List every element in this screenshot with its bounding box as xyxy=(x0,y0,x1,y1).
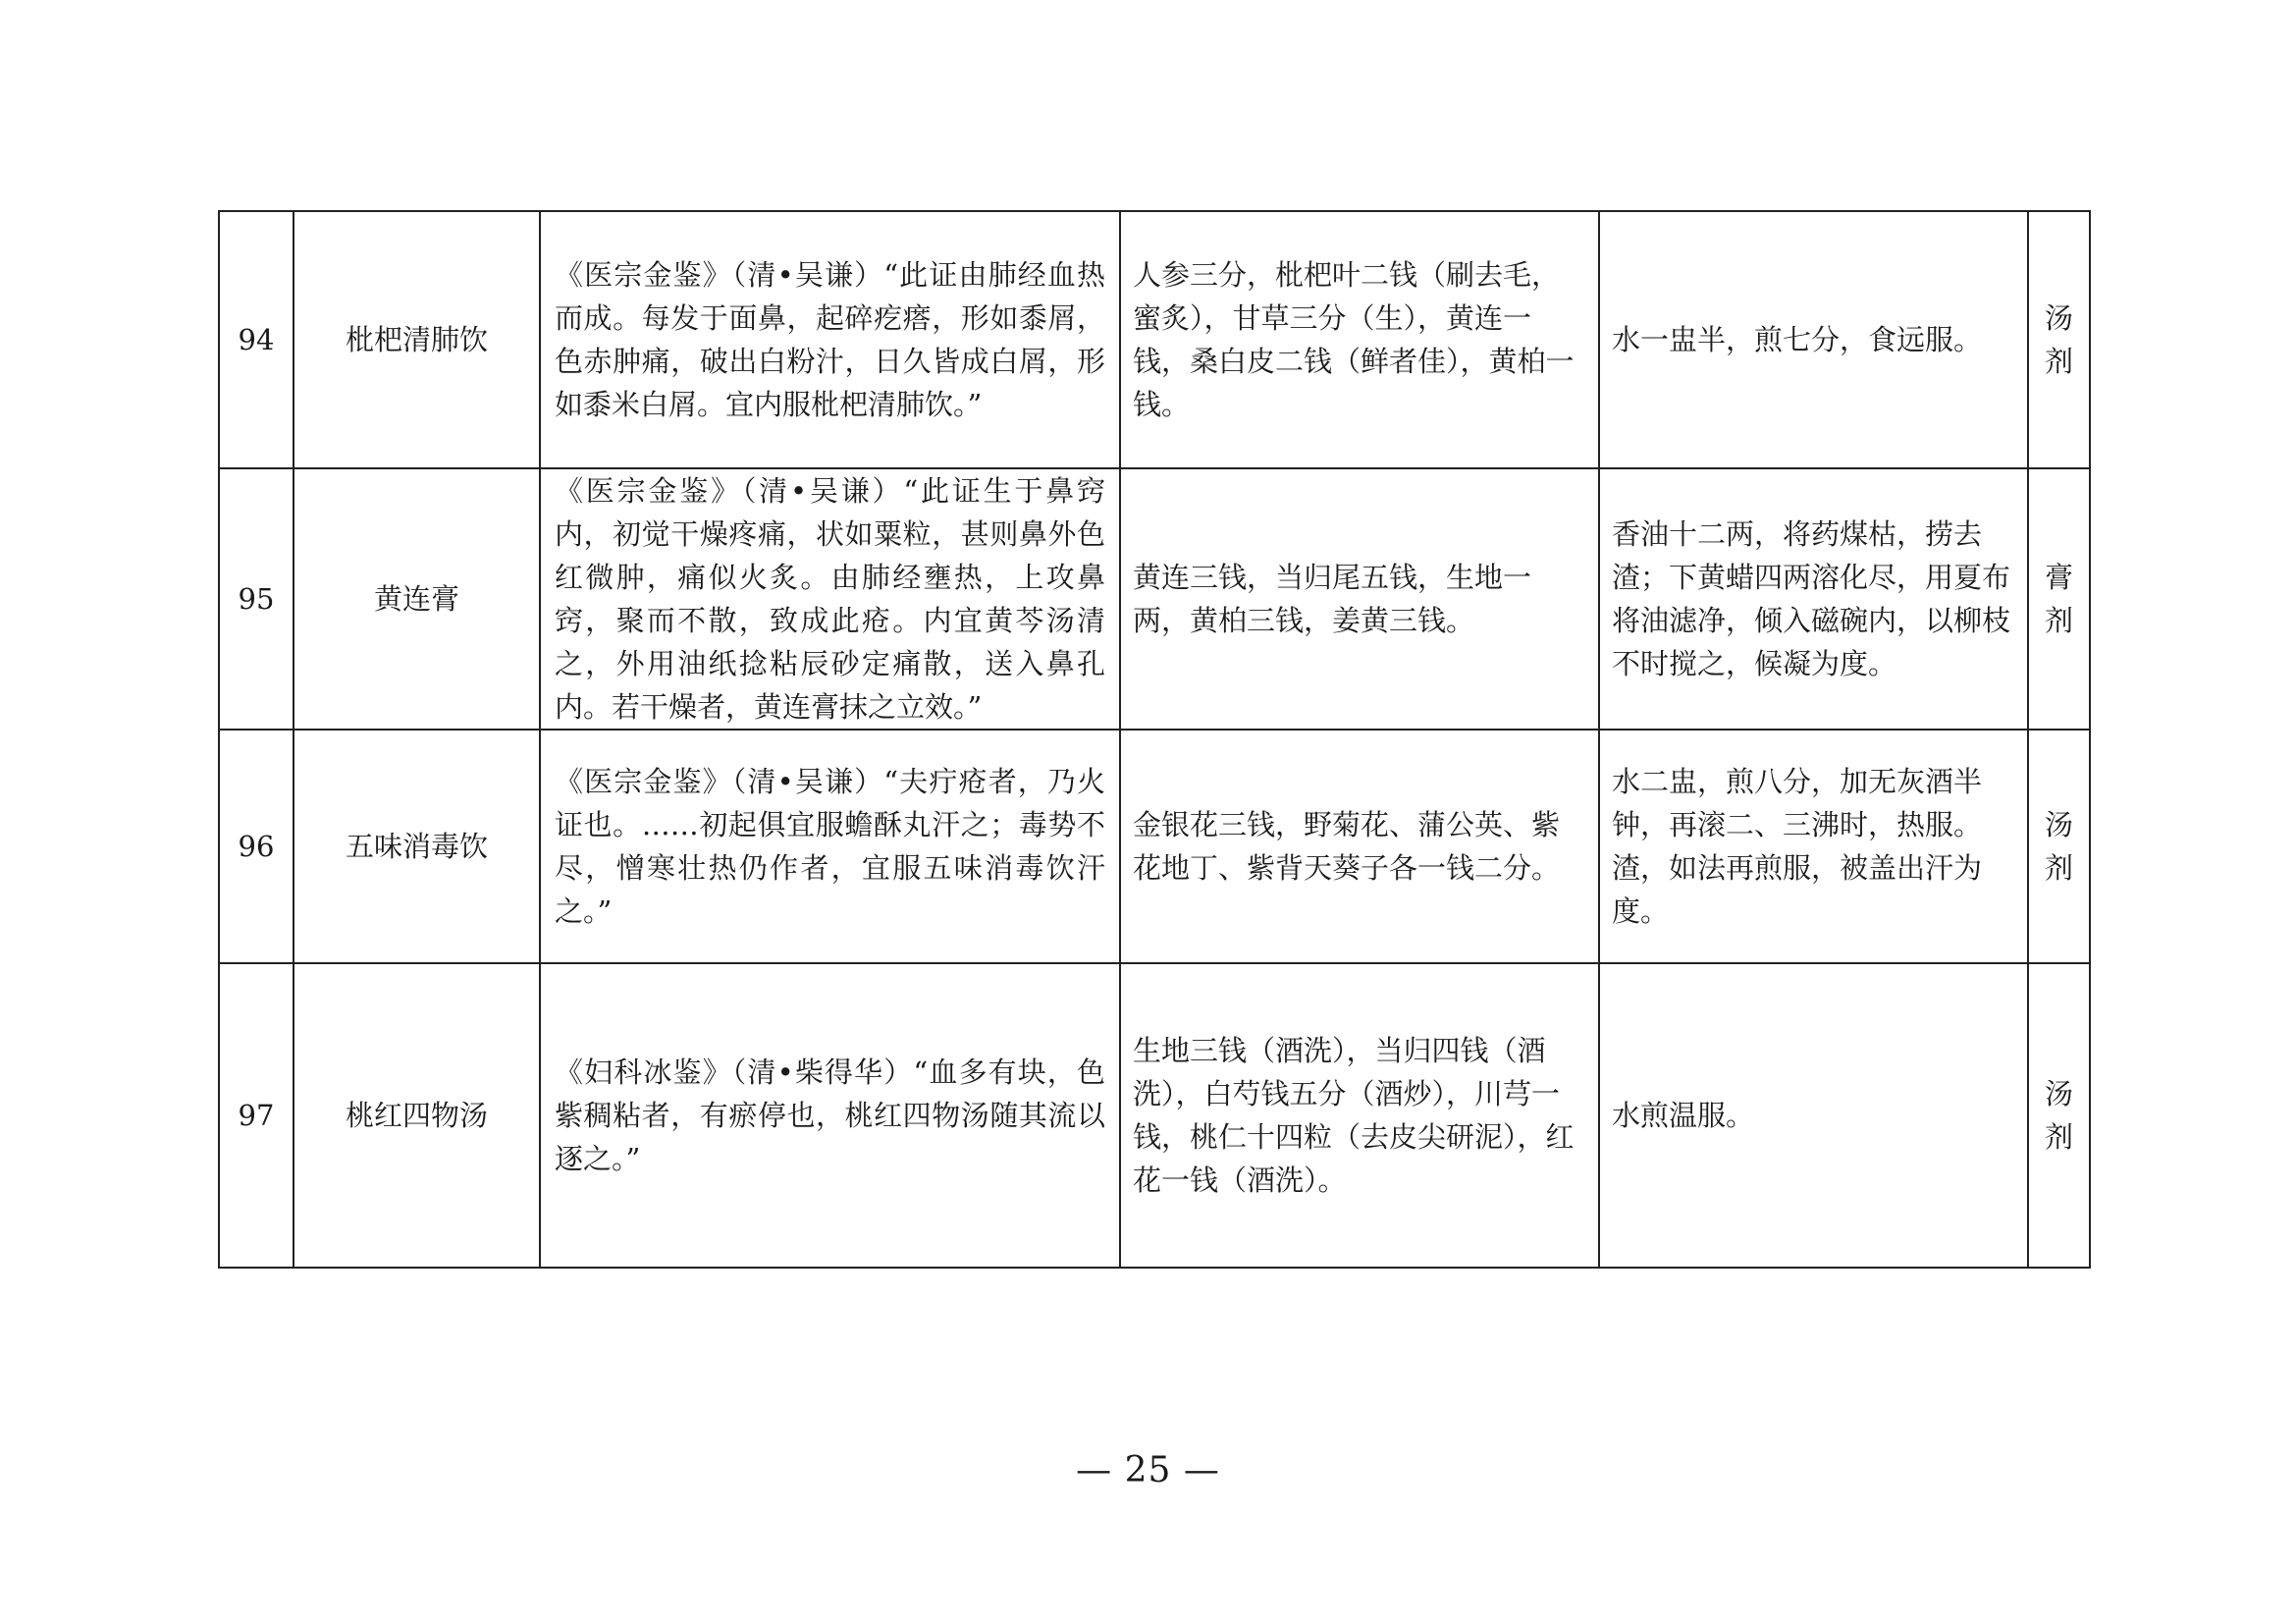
dosage-form xyxy=(2028,468,2090,730)
composition: 黄连三钱，当归尾五钱，生地一两，黄柏三钱，姜黄三钱。 xyxy=(1120,468,1599,730)
page-number: — 25 — xyxy=(1076,1450,1220,1490)
dosage-form xyxy=(2028,730,2090,963)
row-number: 97 xyxy=(219,963,294,1268)
dosage-form-char: 汤 xyxy=(2044,301,2073,335)
dosage-form-char: 剂 xyxy=(2044,851,2073,885)
formula-name: 五味消毒饮 xyxy=(294,730,540,963)
row-number: 95 xyxy=(219,468,294,730)
composition: 人参三分，枇杷叶二钱（刷去毛，蜜炙），甘草三分（生），黄连一钱，桑白皮二钱（鲜者佳），黄柏一钱。 xyxy=(1120,211,1599,468)
formula-name: 黄连膏 xyxy=(294,468,540,730)
source-quote: 《医宗金鉴》（清•吴谦）“此证由肺经血热而成。每发于面鼻，起碎疙瘩，形如黍屑，色赤肿痛，破出白粉汁，日久皆成白屑，形如黍米白屑。宜内服枇杷清肺饮。” xyxy=(540,211,1120,468)
table-row xyxy=(219,211,2090,468)
preparation-method: 水煎温服。 xyxy=(1599,963,2028,1268)
dosage-form-char: 剂 xyxy=(2044,1120,2073,1154)
formula-table xyxy=(218,210,2091,1269)
composition: 金银花三钱，野菊花、蒲公英、紫花地丁、紫背天葵子各一钱二分。 xyxy=(1120,730,1599,963)
preparation-method: 水二盅，煎八分，加无灰酒半钟，再滚二、三沸时，热服。渣，如法再煎服，被盖出汗为度。 xyxy=(1599,730,2028,963)
dosage-form-char: 汤 xyxy=(2044,808,2073,841)
source-quote: 《医宗金鉴》（清•吴谦）“夫疔疮者，乃火证也。……初起俱宜服蟾酥丸汗之；毒势不尽，憎寒壮热仍作者，宜服五味消毒饮汗之。” xyxy=(540,730,1120,963)
preparation-method: 香油十二两，将药煤枯，捞去渣；下黄蜡四两溶化尽，用夏布将油滤净，倾入磁碗内，以柳枝不时搅之，候凝为度。 xyxy=(1599,468,2028,730)
preparation-method: 水一盅半，煎七分，食远服。 xyxy=(1599,211,2028,468)
dosage-form xyxy=(2028,211,2090,468)
dosage-form xyxy=(2028,963,2090,1268)
source-quote: 《妇科冰鉴》（清•柴得华）“血多有块，色紫稠粘者，有瘀停也，桃红四物汤随其流以逐之。” xyxy=(540,963,1120,1268)
row-number: 94 xyxy=(219,211,294,468)
dosage-form-char: 汤 xyxy=(2044,1077,2073,1110)
source-quote: 《医宗金鉴》（清•吴谦）“此证生于鼻窍内，初觉干燥疼痛，状如粟粒，甚则鼻外色红微肿，痛似火炙。由肺经壅热，上攻鼻窍，聚而不散，致成此疮。内宜黄芩汤清之，外用油纸捻粘辰砂定痛散，送入鼻孔内。若干燥者，黄连膏抹之立效。” xyxy=(540,468,1120,730)
dosage-form-char: 剂 xyxy=(2044,345,2073,378)
table-row xyxy=(219,963,2090,1268)
table-row xyxy=(219,730,2090,963)
formula-name: 枇杷清肺饮 xyxy=(294,211,540,468)
row-number: 96 xyxy=(219,730,294,963)
dosage-form-char: 膏 xyxy=(2044,561,2073,594)
table-row xyxy=(219,468,2090,730)
dosage-form-char: 剂 xyxy=(2044,604,2073,637)
composition: 生地三钱（酒洗），当归四钱（酒洗），白芍钱五分（酒炒），川芎一钱，桃仁十四粒（去皮尖研泥），红花一钱（酒洗）。 xyxy=(1120,963,1599,1268)
formula-name: 桃红四物汤 xyxy=(294,963,540,1268)
